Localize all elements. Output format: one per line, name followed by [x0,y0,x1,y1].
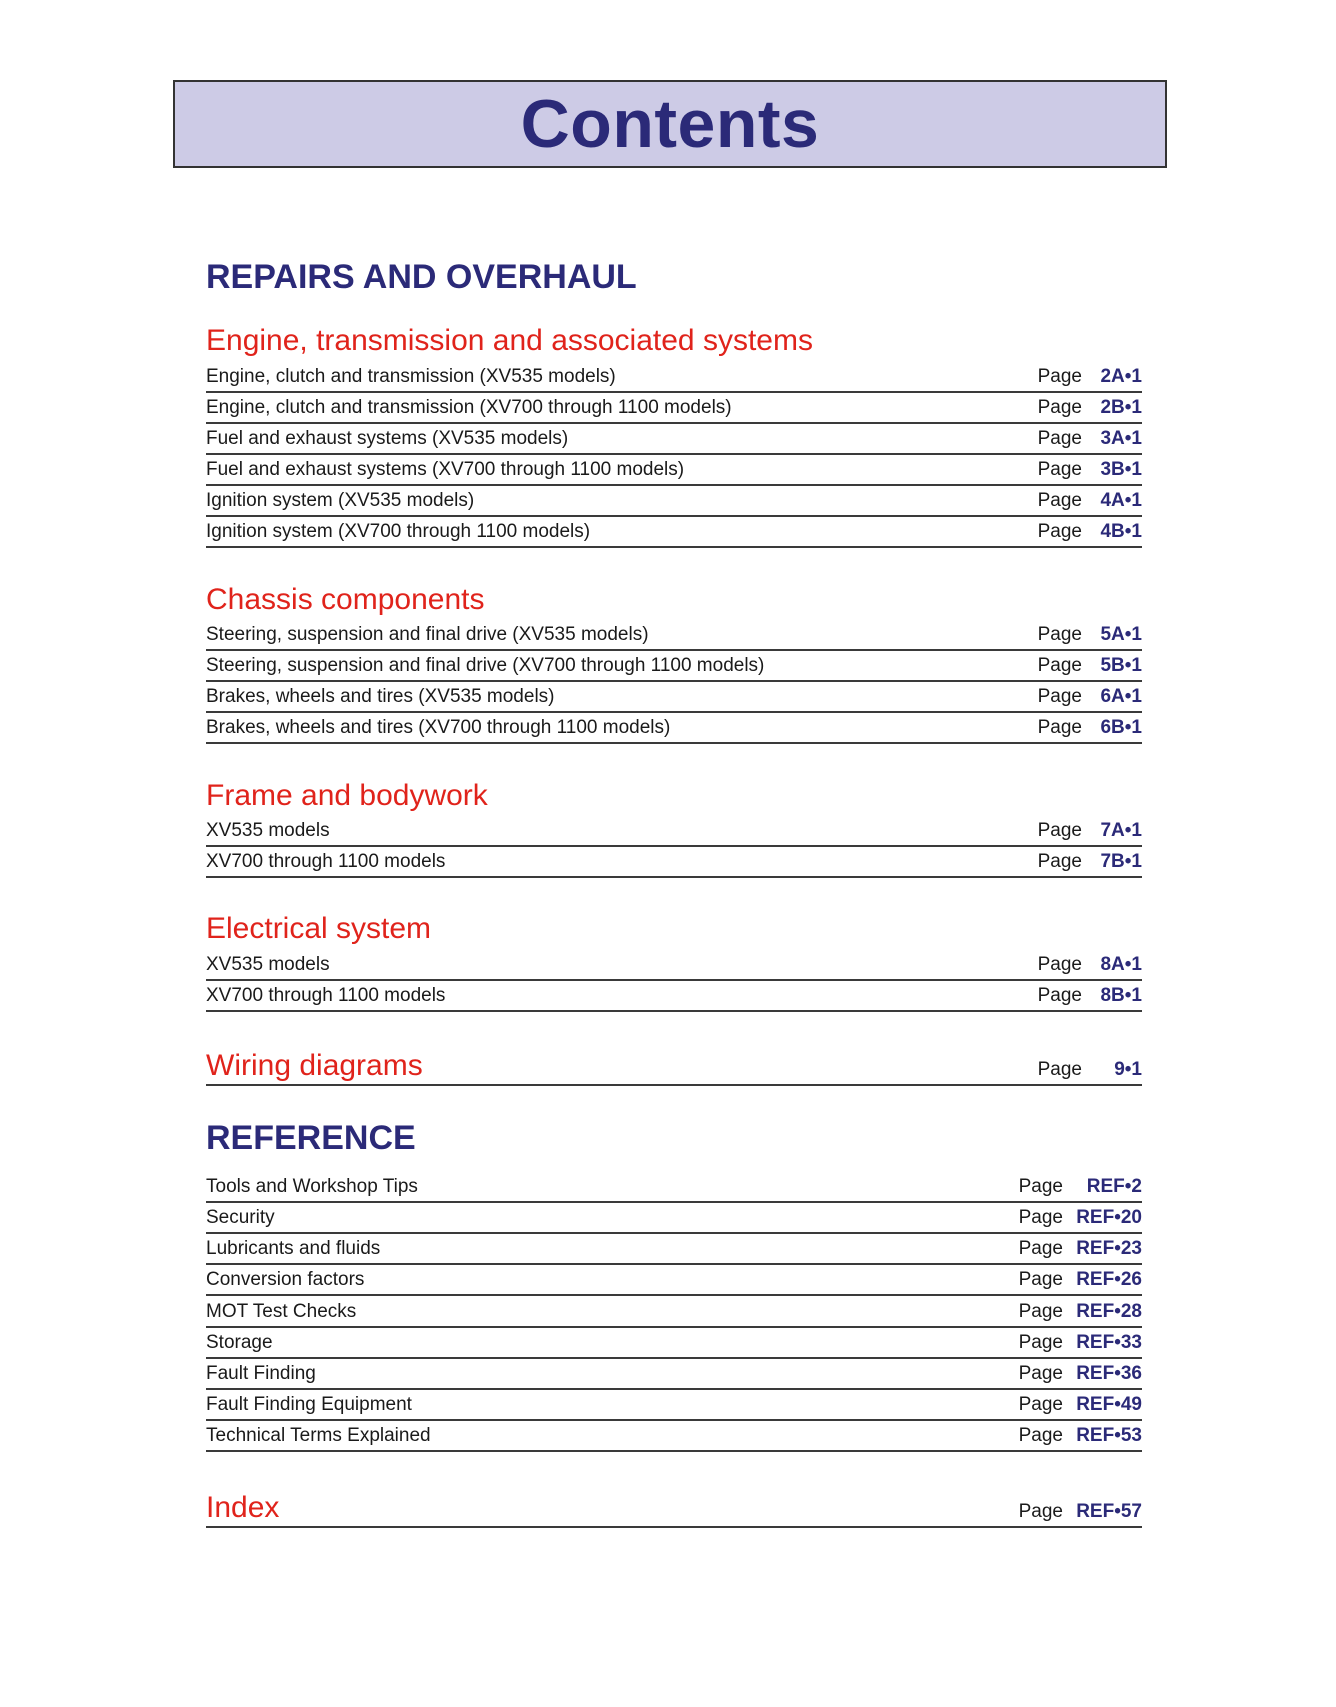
page-number: REF•33 [1076,1332,1142,1353]
toc-row[interactable] [206,950,1142,981]
toc-row-label: Ignition system (XV535 models) [206,490,475,511]
page-word: Page [1037,851,1082,872]
page-number: REF•23 [1076,1238,1142,1259]
page-number: REF•36 [1076,1363,1142,1384]
page-word: Page [1037,428,1082,449]
page-word: Page [1037,655,1082,676]
toc-row[interactable] [206,486,1142,517]
toc-row[interactable] [206,1297,1142,1328]
toc-row-label: Steering, suspension and final drive (XV700 through 1100 models) [206,655,765,676]
page-number: 4B•1 [1100,521,1142,542]
page-word: Page [1018,1176,1063,1197]
toc-row-label: Wiring diagrams [206,1049,423,1082]
electrical-group-heading: Electrical system [206,912,432,945]
page-number: 7B•1 [1100,851,1142,872]
page-word: Page [1037,985,1082,1006]
page-word: Page [1037,397,1082,418]
toc-row-label: XV535 models [206,820,330,841]
page-word: Page [1018,1301,1063,1322]
page-number: 5B•1 [1100,655,1142,676]
toc-row[interactable] [206,651,1142,682]
page-word: Page [1018,1394,1063,1415]
page-number: 7A•1 [1100,820,1142,841]
page-number: 5A•1 [1100,624,1142,645]
toc-row[interactable] [206,517,1142,548]
page-number: REF•20 [1076,1207,1142,1228]
page-word: Page [1018,1238,1063,1259]
toc-row-label: Technical Terms Explained [206,1425,431,1446]
toc-row-label: XV535 models [206,954,330,975]
toc-row-label: Lubricants and fluids [206,1238,381,1259]
toc-row-label: Fuel and exhaust systems (XV700 through 1100 models) [206,459,685,480]
page-number: 8B•1 [1100,985,1142,1006]
page-word: Page [1037,366,1082,387]
engine-group-heading: Engine, transmission and associated systems [206,324,813,357]
toc-row[interactable] [206,620,1142,651]
page-word: Page [1037,1059,1082,1080]
page-word: Page [1037,624,1082,645]
toc-row[interactable] [206,1359,1142,1390]
toc-row-label: Brakes, wheels and tires (XV700 through 1100 models) [206,717,671,738]
page-number: 3B•1 [1100,459,1142,480]
page-word: Page [1037,686,1082,707]
toc-row[interactable] [206,816,1142,847]
toc-row-label: Fuel and exhaust systems (XV535 models) [206,428,569,449]
page-word: Page [1037,717,1082,738]
frame-group-heading: Frame and bodywork [206,779,488,812]
toc-row[interactable] [206,981,1142,1012]
page-word: Page [1018,1269,1063,1290]
page-number: REF•49 [1076,1394,1142,1415]
page-word: Page [1037,459,1082,480]
toc-row[interactable] [206,1421,1142,1452]
toc-row[interactable] [206,1265,1142,1296]
toc-row-label: Engine, clutch and transmission (XV535 models) [206,366,616,387]
page-word: Page [1037,820,1082,841]
page-word: Page [1037,490,1082,511]
page-word: Page [1018,1501,1063,1522]
title-banner [173,80,1167,168]
repairs-heading: REPAIRS AND OVERHAUL [206,258,637,296]
page-number: REF•28 [1076,1301,1142,1322]
chassis-group-heading: Chassis components [206,583,485,616]
page-title: Contents [520,86,820,162]
toc-row[interactable] [206,1234,1142,1265]
toc-row-label: XV700 through 1100 models [206,985,446,1006]
toc-row-label: Steering, suspension and final drive (XV535 models) [206,624,649,645]
page-number: 3A•1 [1100,428,1142,449]
toc-row-label: Fault Finding Equipment [206,1394,412,1415]
toc-row[interactable] [206,1328,1142,1359]
page-number: 2B•1 [1100,397,1142,418]
toc-row-label: XV700 through 1100 models [206,851,446,872]
page-word: Page [1018,1425,1063,1446]
toc-row[interactable] [206,682,1142,713]
page-number: 4A•1 [1100,490,1142,511]
toc-row-label: Index [206,1491,280,1524]
toc-row-label: MOT Test Checks [206,1301,357,1322]
toc-row-label: Ignition system (XV700 through 1100 models) [206,521,591,542]
page-word: Page [1037,954,1082,975]
page-number: 6A•1 [1100,686,1142,707]
toc-row-index[interactable] [206,1488,1142,1528]
page-number: 8A•1 [1100,954,1142,975]
toc-row[interactable] [206,393,1142,424]
toc-row[interactable] [206,362,1142,393]
toc-row-label: Security [206,1207,275,1228]
page-word: Page [1018,1207,1063,1228]
toc-row-label: Engine, clutch and transmission (XV700 through 1100 models) [206,397,732,418]
toc-row[interactable] [206,424,1142,455]
toc-row-label: Storage [206,1332,273,1353]
toc-row[interactable] [206,455,1142,486]
page-number: 2A•1 [1100,366,1142,387]
toc-row-label: Brakes, wheels and tires (XV535 models) [206,686,555,707]
toc-row[interactable] [206,847,1142,878]
toc-row-wiring[interactable] [206,1046,1142,1086]
page-word: Page [1018,1363,1063,1384]
page-number: 6B•1 [1100,717,1142,738]
toc-row-label: Tools and Workshop Tips [206,1176,418,1197]
toc-row-label: Conversion factors [206,1269,365,1290]
page-number: REF•26 [1076,1269,1142,1290]
page-word: Page [1018,1332,1063,1353]
toc-row-label: Fault Finding [206,1363,316,1384]
page-number: REF•57 [1076,1501,1142,1522]
page-number: 9•1 [1114,1059,1142,1080]
page-number: REF•53 [1076,1425,1142,1446]
toc-row[interactable] [206,1203,1142,1234]
page-number: REF•2 [1086,1176,1142,1197]
page-word: Page [1037,521,1082,542]
toc-row[interactable] [206,713,1142,744]
toc-row[interactable] [206,1390,1142,1421]
reference-heading: REFERENCE [206,1119,416,1157]
toc-row[interactable] [206,1172,1142,1203]
